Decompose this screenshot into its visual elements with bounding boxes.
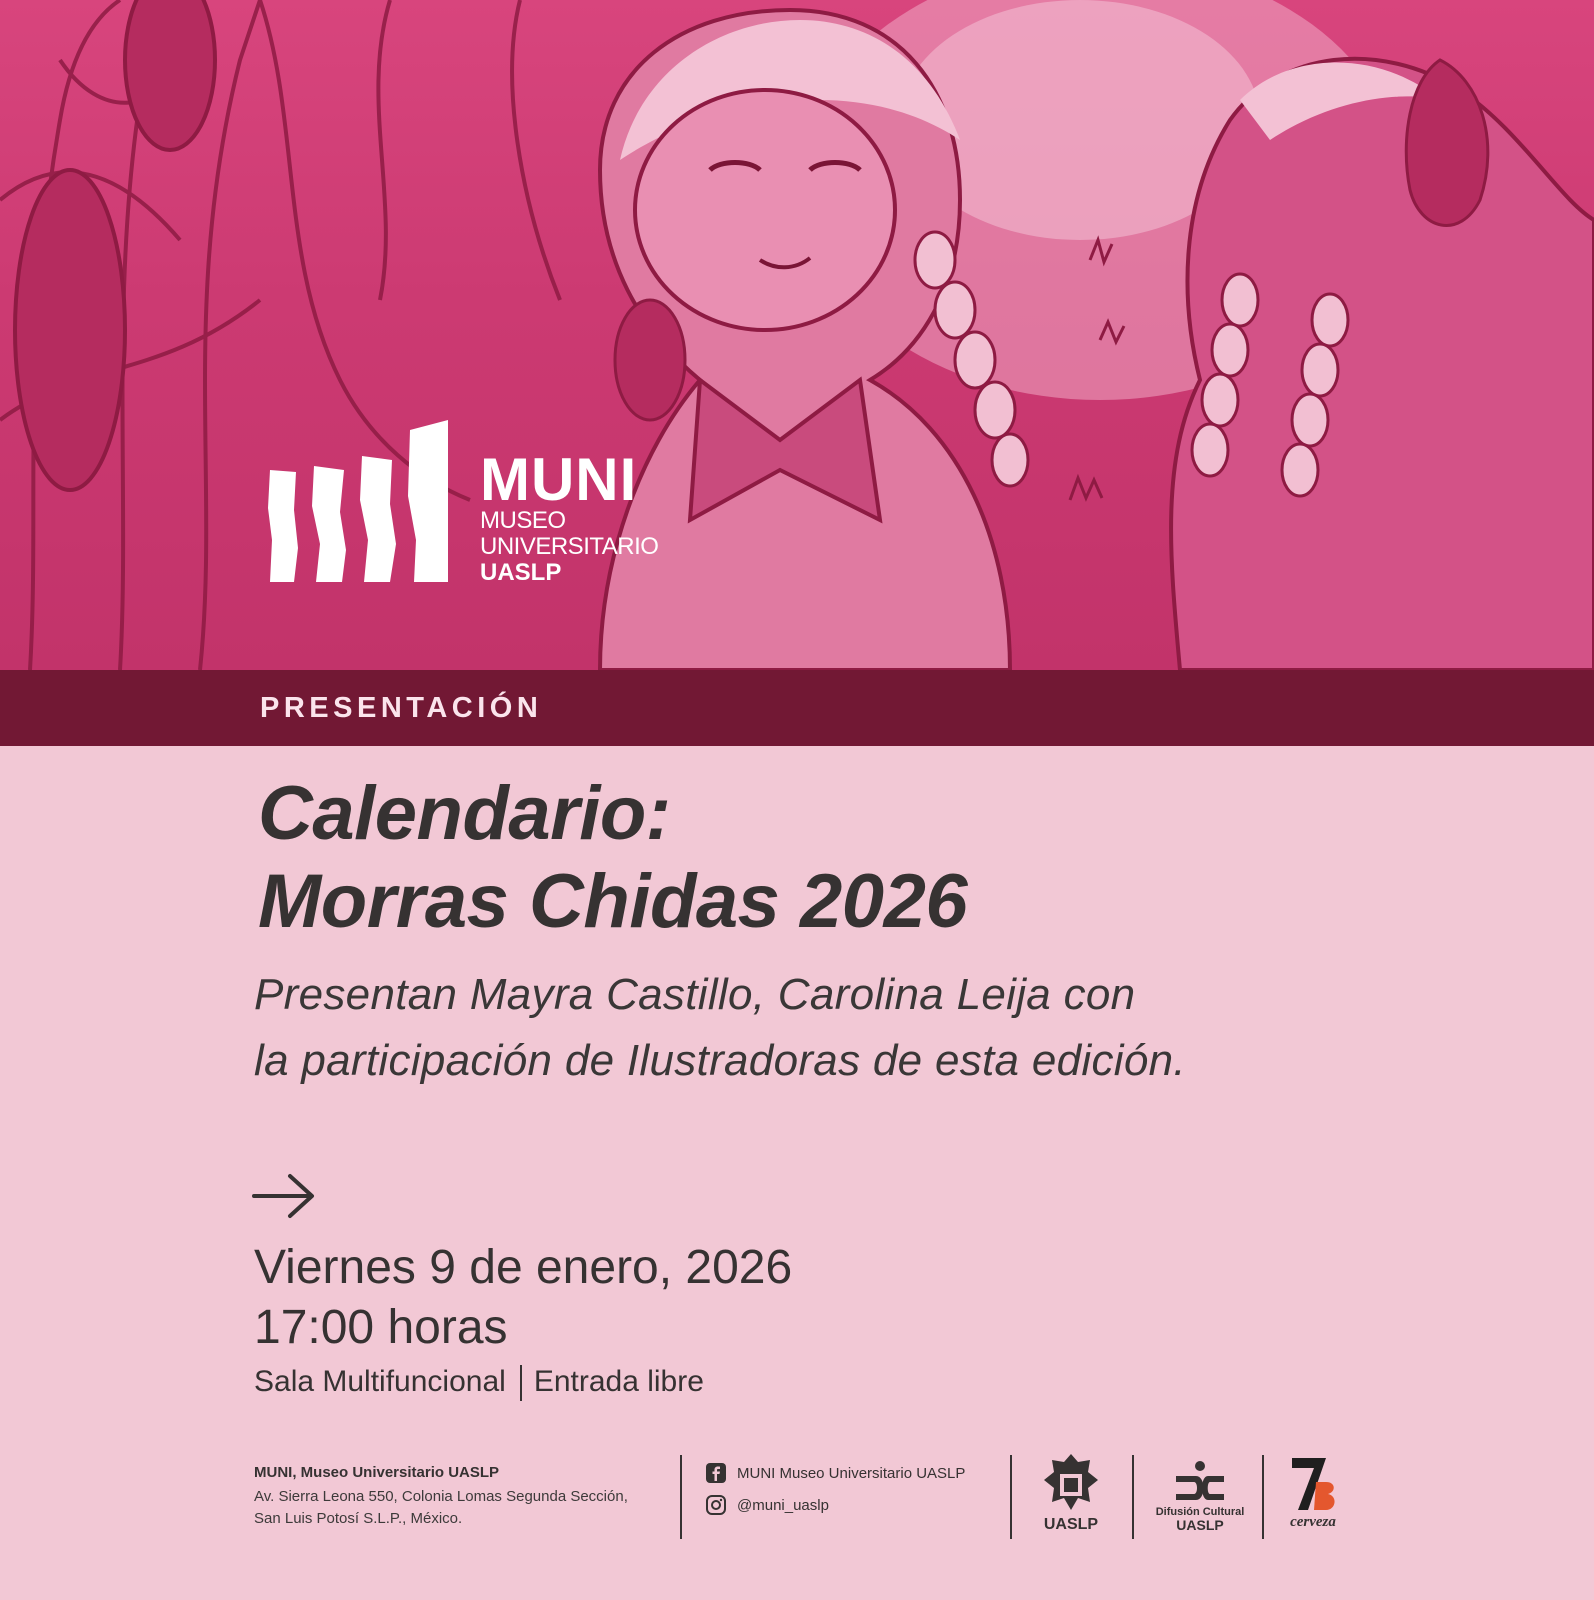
facebook-handle: MUNI Museo Universitario UASLP — [737, 1464, 966, 1482]
logo-museo: MUSEO — [480, 507, 566, 534]
event-subtitle-line2: la participación de Ilustradoras de esta edición. — [254, 1036, 1186, 1085]
sponsor-uaslp-label: UASLP — [1043, 1516, 1099, 1533]
venue-separator — [520, 1365, 522, 1401]
event-title-line2: Morras Chidas 2026 — [258, 859, 968, 944]
muni-logo — [268, 420, 668, 590]
footer-divider — [1010, 1455, 1012, 1539]
event-venue: Sala Multifuncional — [254, 1365, 506, 1398]
hero-illustration — [0, 0, 1594, 670]
muni-logo-mark — [268, 420, 468, 585]
footer-org-name: MUNI, Museo Universitario UASLP — [254, 1464, 500, 1481]
footer-divider — [680, 1455, 682, 1539]
logo-muni: MUNI — [480, 446, 638, 513]
facebook-link[interactable] — [705, 1462, 965, 1484]
event-subtitle — [254, 962, 1186, 1094]
sponsor-difusion-line1: Difusión Cultural — [1155, 1506, 1245, 1518]
category-band — [0, 670, 1594, 746]
arrow-right-icon — [252, 1172, 316, 1220]
illustration-drawing — [0, 0, 1594, 670]
event-datetime — [254, 1238, 792, 1358]
uaslp-seal-icon — [1040, 1452, 1102, 1514]
category-label: PRESENTACIÓN — [260, 692, 543, 724]
event-subtitle-line1: Presentan Mayra Castillo, Carolina Leija con — [254, 970, 1136, 1019]
instagram-handle: @muni_uaslp — [737, 1496, 829, 1514]
event-admission: Entrada libre — [533, 1365, 704, 1398]
footer — [0, 1450, 1594, 1600]
event-date: Viernes 9 de enero, 2026 — [254, 1241, 793, 1294]
logo-universitario: UNIVERSITARIO — [480, 533, 659, 560]
footer-address-line2: San Luis Potosí S.L.P., México. — [254, 1510, 463, 1527]
event-title-line1: Calendario: — [258, 771, 671, 856]
facebook-icon — [705, 1462, 727, 1484]
event-time: 17:00 horas — [254, 1301, 508, 1354]
muni-logo-text — [480, 446, 659, 586]
event-venue-line — [254, 1362, 704, 1402]
footer-divider — [1262, 1455, 1264, 1539]
footer-divider — [1132, 1455, 1134, 1539]
footer-address-line1: Av. Sierra Leona 550, Colonia Lomas Segunda Sección, — [254, 1488, 628, 1505]
difusion-cultural-icon — [1172, 1460, 1228, 1504]
instagram-link[interactable] — [705, 1494, 829, 1516]
event-title — [258, 770, 967, 946]
sponsor-difusion-label — [1150, 1506, 1250, 1532]
sponsor-difusion-line2: UASLP — [1176, 1517, 1224, 1533]
sponsor-cerveza-label: cerveza — [1290, 1514, 1336, 1530]
logo-uaslp: UASLP — [480, 559, 562, 586]
7b-cerveza-icon — [1286, 1454, 1342, 1514]
instagram-icon — [705, 1494, 727, 1516]
